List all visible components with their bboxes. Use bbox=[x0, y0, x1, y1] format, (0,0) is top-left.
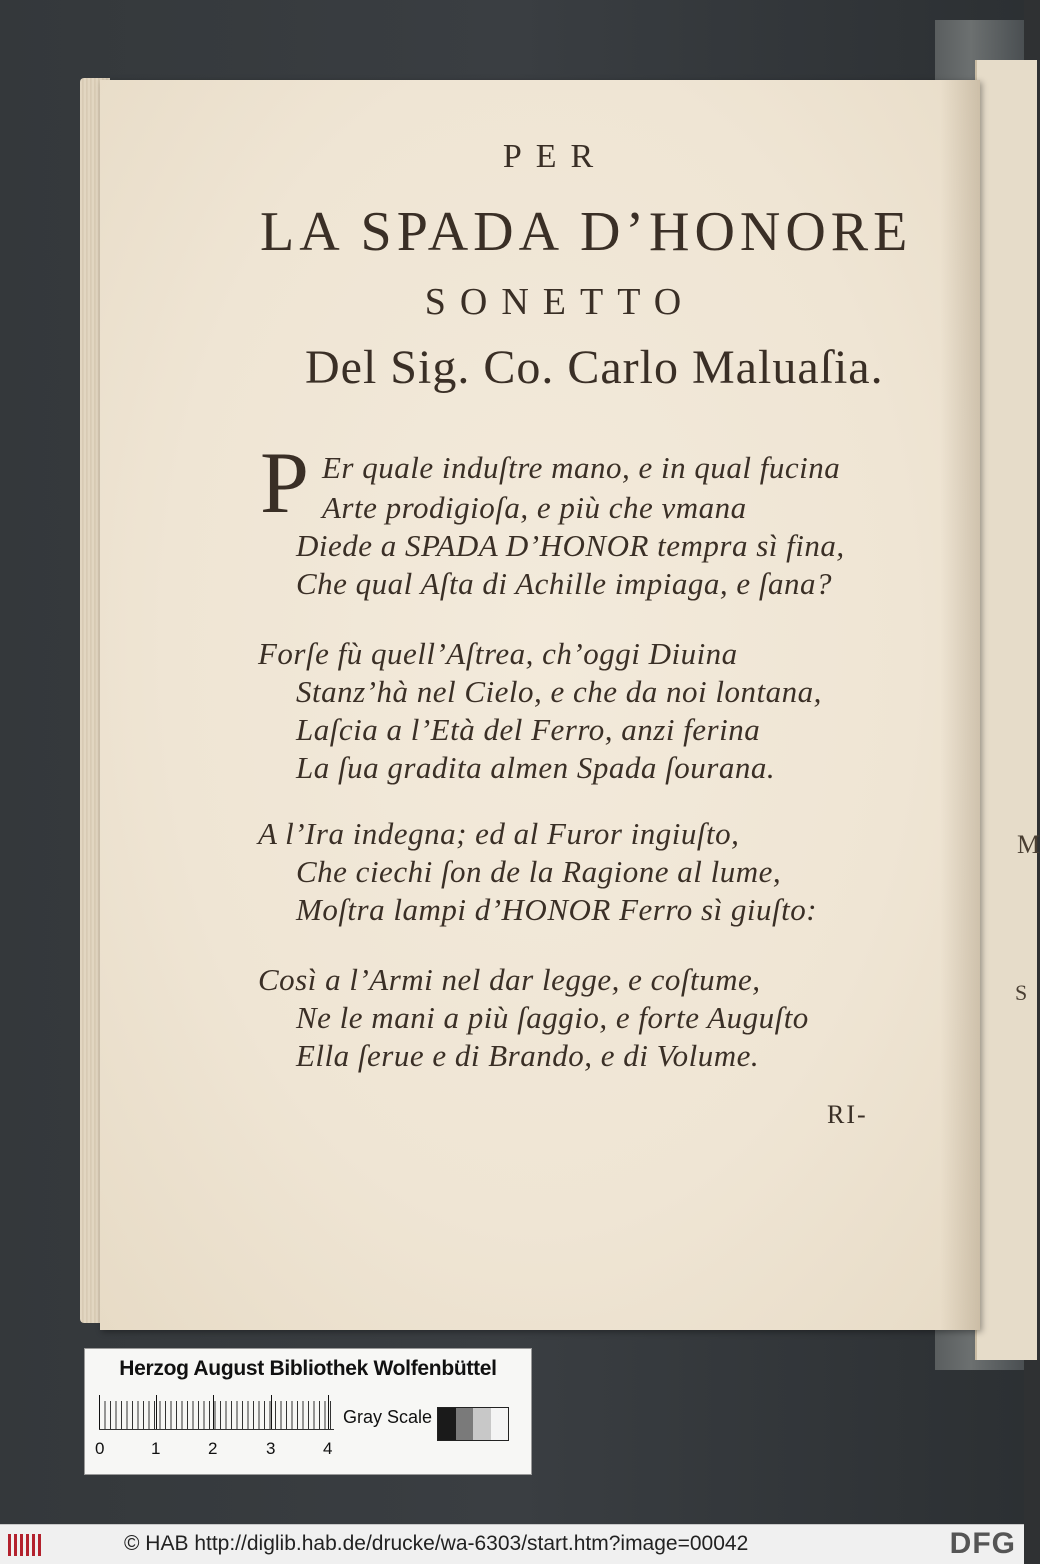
page-title: LA SPADA D’HONORE bbox=[260, 201, 913, 263]
ruler-major-tick bbox=[156, 1395, 157, 1429]
ruler-major-tick bbox=[328, 1395, 329, 1429]
gray-scale-swatches bbox=[437, 1407, 509, 1441]
ruler-scale bbox=[99, 1401, 334, 1430]
verse-line: Diede a SPADA D’HONOR tempra sì fina, bbox=[296, 528, 845, 563]
ruler-major-tick bbox=[99, 1395, 100, 1429]
catchword: RI- bbox=[827, 1100, 868, 1129]
ruler-number: 1 bbox=[151, 1439, 161, 1458]
ruler-number: 3 bbox=[266, 1439, 276, 1458]
verse-line: Che ciechi ſon de la Ragione al lume, bbox=[296, 854, 782, 889]
ruler-major-tick bbox=[271, 1395, 272, 1429]
heading-sonetto: SONETTO bbox=[424, 281, 696, 323]
verse-line: Laſcia a l’Età del Ferro, anzi ferina bbox=[296, 712, 761, 747]
verse-line: La ſua gradita almen Spada ſourana. bbox=[296, 750, 776, 785]
dfg-logo: DFG bbox=[949, 1527, 1016, 1560]
viewer-footer bbox=[0, 1524, 1024, 1564]
drop-cap: P bbox=[260, 435, 309, 532]
verse-line: Arte prodigioſa, e più che vmana bbox=[322, 490, 747, 525]
verse-line: Er quale induſtre mano, e in qual fucina bbox=[322, 450, 841, 485]
verse-line: A l’Ira indegna; ed al Furor ingiuſto, bbox=[258, 816, 740, 851]
ruler-number: 2 bbox=[208, 1439, 218, 1458]
facing-page-letter: S bbox=[1015, 980, 1028, 1005]
gray-swatch bbox=[456, 1408, 474, 1440]
author-line: Del Sig. Co. Carlo Maluaſia. bbox=[305, 341, 884, 394]
heading-per: PER bbox=[502, 138, 608, 175]
verse-line: Che qual Aſta di Achille impiaga, e ſana? bbox=[296, 566, 832, 601]
footer-url-link[interactable]: © HAB http://diglib.hab.de/drucke/wa-6303/start.htm?image=00042 bbox=[124, 1532, 749, 1555]
gutter-shadow bbox=[940, 80, 980, 1330]
gray-scale-label: Gray Scale bbox=[343, 1407, 433, 1427]
verse-line: Ne le mani a più ſaggio, e forte Auguſto bbox=[296, 1000, 809, 1035]
facing-page-letter: M bbox=[1017, 830, 1040, 859]
hab-logo-icon bbox=[8, 1534, 44, 1556]
verse-line: Stanz’hà nel Cielo, e che da noi lontana, bbox=[296, 674, 822, 709]
institution-name: Herzog August Bibliothek Wolfenbüttel bbox=[119, 1357, 497, 1380]
color-calibration-ruler bbox=[84, 1348, 532, 1475]
ruler-major-tick bbox=[213, 1395, 214, 1429]
ruler-number: 0 bbox=[95, 1439, 105, 1458]
facing-page-fragment bbox=[975, 60, 1040, 1360]
gray-swatch bbox=[491, 1408, 509, 1440]
verse-line: Così a l’Armi nel dar legge, e coſtume, bbox=[258, 962, 761, 997]
gray-swatch bbox=[438, 1408, 456, 1440]
verse-line: Forſe fù quell’Aſtrea, ch’oggi Diuina bbox=[258, 636, 738, 671]
ruler-number: 4 bbox=[323, 1439, 333, 1458]
book-page bbox=[100, 80, 980, 1330]
verse-line: Moſtra lampi d’HONOR Ferro sì giuſto: bbox=[296, 892, 818, 927]
verse-line: Ella ſerue e di Brando, e di Volume. bbox=[296, 1038, 760, 1073]
gray-swatch bbox=[473, 1408, 491, 1440]
